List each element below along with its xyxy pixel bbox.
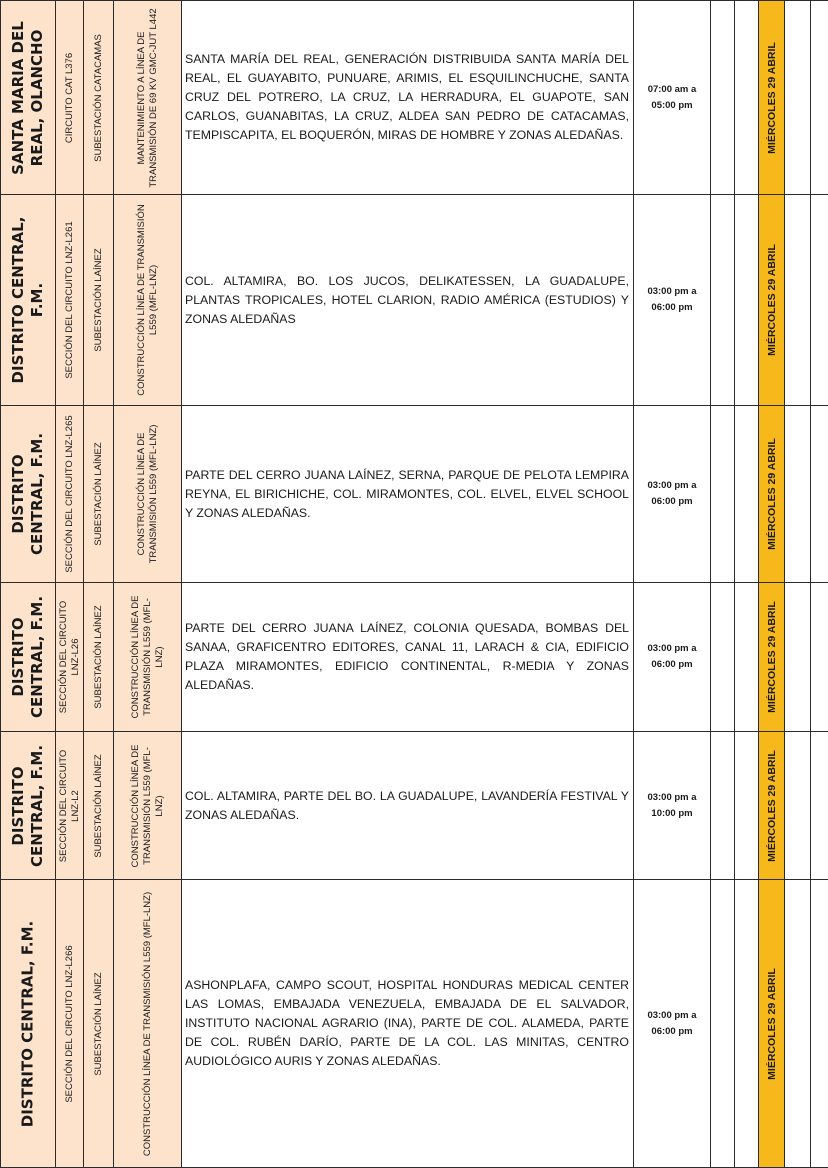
date-label: MIÉRCOLES 29 ABRIL bbox=[766, 413, 778, 576]
municipality-label: SANTA MARIA DEL REAL, OLANCHO bbox=[9, 8, 47, 188]
municipality-cell bbox=[1, 1, 56, 195]
circuit-label: CIRCUITO CAT L376 bbox=[64, 8, 76, 188]
schedule-row bbox=[1, 880, 828, 1168]
sectors-text: ASHONPLAFA, CAMPO SCOUT, HOSPITAL HONDURAS MEDICAL CENTER LAS LOMAS, EMBAJADA VENEZUELA, EMBAJADA DE EL SALVADOR, INSTITUTO NACIONAL AGRARIO (INA), PARTE DE COL. ALAMEDA, PARTE DE COL. RUBÉN DARÍO, PARTE DE LA COL. LAS MINITAS, CENTRO AUDIOLÓGICO AURIS Y ZONAS ALEDAÑAS. bbox=[182, 976, 633, 1071]
empty-cell bbox=[711, 406, 735, 583]
empty-cell bbox=[735, 732, 759, 880]
circuit-cell bbox=[56, 195, 84, 406]
date-cell bbox=[759, 583, 785, 732]
time-start: 03:00 pm a bbox=[634, 284, 710, 300]
time-cell bbox=[634, 406, 711, 583]
date-label: MIÉRCOLES 29 ABRIL bbox=[766, 8, 778, 188]
municipality-cell bbox=[1, 880, 56, 1168]
date-label: MIÉRCOLES 29 ABRIL bbox=[766, 739, 778, 873]
date-label: MIÉRCOLES 29 ABRIL bbox=[766, 887, 778, 1161]
substation-label: SUBESTACIÓN LAÍNEZ bbox=[93, 413, 105, 576]
time-end: 06:00 pm bbox=[634, 657, 710, 673]
circuit-cell bbox=[56, 583, 84, 732]
time-end: 05:00 pm bbox=[634, 98, 710, 114]
substation-cell bbox=[84, 195, 114, 406]
empty-cell bbox=[711, 880, 735, 1168]
date-cell bbox=[759, 880, 785, 1168]
schedule-row bbox=[1, 732, 828, 880]
substation-label: SUBESTACIÓN LAÍNEZ bbox=[93, 887, 105, 1161]
circuit-cell bbox=[56, 880, 84, 1168]
work-cell bbox=[114, 880, 182, 1168]
municipality-cell bbox=[1, 732, 56, 880]
empty-cell bbox=[711, 583, 735, 732]
empty-cell bbox=[785, 1, 811, 195]
empty-cell bbox=[735, 880, 759, 1168]
circuit-label: SECCIÓN DEL CIRCUITO LNZ-L266 bbox=[64, 887, 76, 1161]
sectors-cell bbox=[182, 406, 634, 583]
work-label: CONSTRUCCIÓN LÍNEA DE TRANSMISIÓN L559 (MFL-LNZ) bbox=[130, 590, 166, 725]
time-cell bbox=[634, 880, 711, 1168]
empty-cell bbox=[735, 406, 759, 583]
empty-cell bbox=[811, 406, 828, 583]
circuit-label: SECCIÓN DEL CIRCUITO LNZ-L265 bbox=[64, 413, 76, 576]
circuit-cell bbox=[56, 732, 84, 880]
work-label: CONSTRUCCIÓN LÍNEA DE TRANSMISIÓN L559 (MFL-LNZ) bbox=[136, 413, 160, 576]
sectors-text: PARTE DEL CERRO JUANA LAÍNEZ, SERNA, PARQUE DE PELOTA LEMPIRA REYNA, EL BIRICHICHE, COL. MIRAMONTES, COL. ELVEL, ELVEL SCHOOL Y ZONAS ALEDAÑAS. bbox=[182, 466, 633, 523]
work-cell bbox=[114, 1, 182, 195]
substation-cell bbox=[84, 583, 114, 732]
substation-cell bbox=[84, 1, 114, 195]
schedule-row bbox=[1, 583, 828, 732]
sectors-cell bbox=[182, 583, 634, 732]
empty-cell bbox=[811, 1, 828, 195]
empty-cell bbox=[735, 195, 759, 406]
time-start: 03:00 pm a bbox=[634, 790, 710, 806]
empty-cell bbox=[735, 1, 759, 195]
date-cell bbox=[759, 1, 785, 195]
empty-cell bbox=[785, 406, 811, 583]
time-end: 06:00 pm bbox=[634, 300, 710, 316]
municipality-label: DISTRITO CENTRAL, F.M. bbox=[9, 590, 47, 725]
sectors-text: SANTA MARÍA DEL REAL, GENERACIÓN DISTRIBUIDA SANTA MARÍA DEL REAL, EL GUAYABITO, PUNUARE, ARIMIS, EL ESQUILINCHUCHE, SANTA CRUZ DEL POTRERO, LA CRUZ, LA HERRADURA, EL GUAPOTE, SAN CARLOS, GUANABITAS, LA CRUZ, ALDEA SAN PEDRO DE CATACAMAS, TEMPISCAPITA, EL BOQUERÓN, MIRAS DE HOMBRE Y ZONAS ALEDAÑAS. bbox=[182, 50, 633, 145]
date-cell bbox=[759, 732, 785, 880]
municipality-cell bbox=[1, 583, 56, 732]
time-end: 06:00 pm bbox=[634, 494, 710, 510]
time-cell bbox=[634, 1, 711, 195]
municipality-label: DISTRITO CENTRAL, F.M. bbox=[9, 202, 47, 399]
substation-cell bbox=[84, 880, 114, 1168]
work-cell bbox=[114, 195, 182, 406]
empty-cell bbox=[785, 732, 811, 880]
time-cell bbox=[634, 732, 711, 880]
time-start: 03:00 pm a bbox=[634, 641, 710, 657]
date-cell bbox=[759, 195, 785, 406]
empty-cell bbox=[735, 583, 759, 732]
date-label: MIÉRCOLES 29 ABRIL bbox=[766, 590, 778, 725]
sectors-text: COL. ALTAMIRA, BO. LOS JUCOS, DELIKATESSEN, LA GUADALUPE, PLANTAS TROPICALES, HOTEL CLARION, RADIO AMÉRICA (ESTUDIOS) Y ZONAS ALEDAÑAS bbox=[182, 272, 633, 329]
empty-cell bbox=[811, 583, 828, 732]
work-cell bbox=[114, 583, 182, 732]
date-label: MIÉRCOLES 29 ABRIL bbox=[766, 202, 778, 399]
municipality-label: DISTRITO CENTRAL, F.M. bbox=[9, 739, 47, 873]
circuit-cell bbox=[56, 1, 84, 195]
substation-label: SUBESTACIÓN LAÍNEZ bbox=[93, 202, 105, 399]
substation-label: SUBESTACIÓN LAÍNEZ bbox=[93, 590, 105, 725]
empty-cell bbox=[811, 880, 828, 1168]
municipality-cell bbox=[1, 195, 56, 406]
work-label: CONSTRUCCIÓN LÍNEA DE TRANSMISIÓN L559 (MFL-LNZ) bbox=[130, 739, 166, 873]
time-cell bbox=[634, 195, 711, 406]
schedule-row bbox=[1, 195, 828, 406]
date-cell bbox=[759, 406, 785, 583]
time-end: 10:00 pm bbox=[634, 806, 710, 822]
sectors-cell bbox=[182, 732, 634, 880]
time-cell bbox=[634, 583, 711, 732]
empty-cell bbox=[785, 583, 811, 732]
municipality-label: DISTRITO CENTRAL, F.M. bbox=[19, 887, 38, 1161]
work-label: MANTENIMIENTO A LÍNEA DE TRANSMISIÓN DE 69 KV GMC-JUT L442 bbox=[136, 8, 160, 188]
sectors-cell bbox=[182, 1, 634, 195]
work-cell bbox=[114, 406, 182, 583]
circuit-label: SECCIÓN DEL CIRCUITO LNZ-L26 bbox=[58, 590, 82, 725]
empty-cell bbox=[711, 195, 735, 406]
empty-cell bbox=[711, 1, 735, 195]
substation-label: SUBESTACIÓN LAÍNEZ bbox=[93, 739, 105, 873]
sectors-text: COL. ALTAMIRA, PARTE DEL BO. LA GUADALUPE, LAVANDERÍA FESTIVAL Y ZONAS ALEDAÑAS. bbox=[182, 787, 633, 825]
circuit-cell bbox=[56, 406, 84, 583]
empty-cell bbox=[811, 195, 828, 406]
substation-label: SUBESTACIÓN CATACAMAS bbox=[93, 8, 105, 188]
substation-cell bbox=[84, 406, 114, 583]
work-label: CONSTRUCCIÓN LÍNEA DE TRANSMISIÓN L559 (MFL-LNZ) bbox=[136, 202, 160, 399]
empty-cell bbox=[811, 732, 828, 880]
circuit-label: SECCIÓN DEL CIRCUITO LNZ-L2 bbox=[58, 739, 82, 873]
time-end: 06:00 pm bbox=[634, 1024, 710, 1040]
sectors-text: PARTE DEL CERRO JUANA LAÍNEZ, COLONIA QUESADA, BOMBAS DEL SANAA, GRAFICENTRO EDITORES, CANAL 11, LARACH & CIA, EDIFICIO PLAZA MIRAMONTES, EDIFICIO CONTINENTAL, R-MEDIA Y ZONAS ALEDAÑAS. bbox=[182, 619, 633, 695]
time-start: 07:00 am a bbox=[634, 82, 710, 98]
schedule-row bbox=[1, 1, 828, 195]
municipality-label: DISTRITO CENTRAL, F.M. bbox=[9, 413, 47, 576]
work-label: CONSTRUCCIÓN LÍNEA DE TRANSMISIÓN L559 (MFL-LNZ) bbox=[142, 887, 154, 1161]
municipality-cell bbox=[1, 406, 56, 583]
substation-cell bbox=[84, 732, 114, 880]
empty-cell bbox=[785, 880, 811, 1168]
empty-cell bbox=[785, 195, 811, 406]
circuit-label: SECCIÓN DEL CIRCUITO LNZ-L261 bbox=[64, 202, 76, 399]
sectors-cell bbox=[182, 195, 634, 406]
sectors-cell bbox=[182, 880, 634, 1168]
work-cell bbox=[114, 732, 182, 880]
time-start: 03:00 pm a bbox=[634, 478, 710, 494]
empty-cell bbox=[711, 732, 735, 880]
time-start: 03:00 pm a bbox=[634, 1008, 710, 1024]
schedule-row bbox=[1, 406, 828, 583]
